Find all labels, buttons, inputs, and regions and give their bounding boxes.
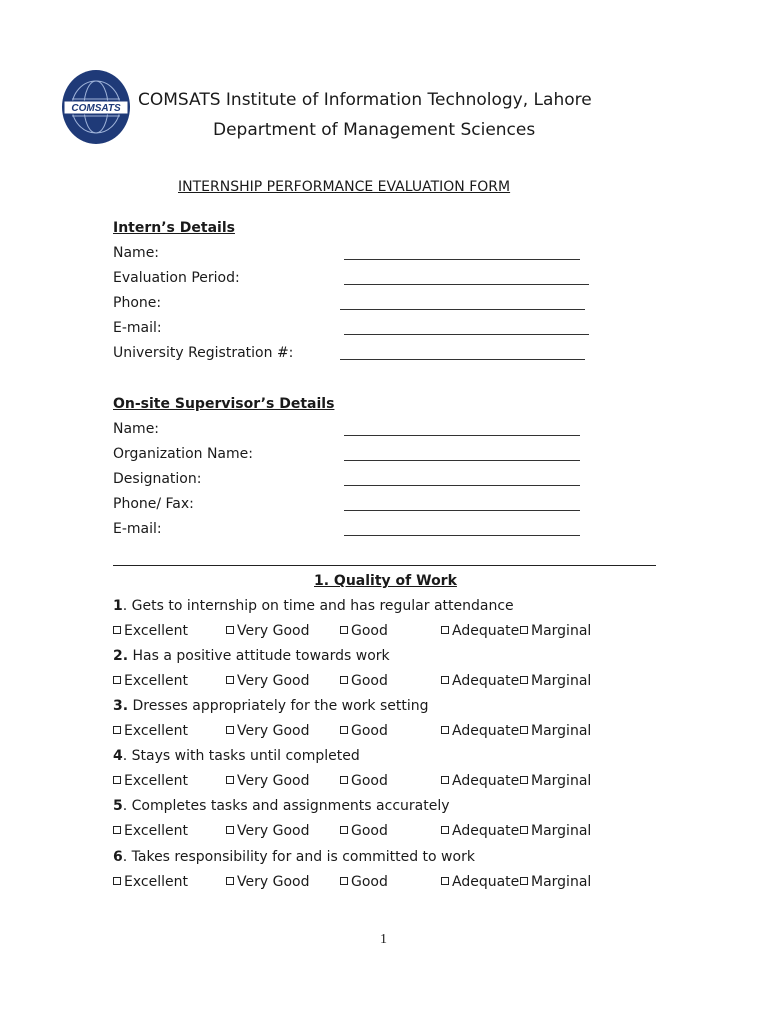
q4-option-adequate[interactable]: Adequate (441, 773, 519, 789)
q3-option-very-good[interactable]: Very Good (226, 723, 309, 739)
intern-name-label: Name: (113, 245, 160, 261)
supervisor-designation-field[interactable] (344, 485, 580, 486)
q6-option-good[interactable]: Good (340, 874, 388, 890)
supervisor-name-field[interactable] (344, 435, 580, 436)
intern-email-label: E-mail: (113, 320, 162, 336)
question-text: Has a positive attitude towards work (128, 648, 390, 664)
question-number: 4 (113, 748, 123, 764)
checkbox-icon[interactable] (520, 826, 528, 834)
q2-option-marginal[interactable]: Marginal (520, 673, 591, 689)
question-text: . Stays with tasks until completed (122, 748, 360, 764)
q1-option-marginal[interactable]: Marginal (520, 623, 591, 639)
intern-evaluation-period-field[interactable] (344, 284, 589, 285)
checkbox-icon[interactable] (113, 826, 121, 834)
question-3 (113, 698, 429, 714)
checkbox-icon[interactable] (441, 776, 449, 784)
question-2 (113, 648, 390, 664)
q1-option-excellent[interactable]: Excellent (113, 623, 188, 639)
checkbox-icon[interactable] (520, 877, 528, 885)
checkbox-icon[interactable] (226, 676, 234, 684)
q3-option-good[interactable]: Good (340, 723, 388, 739)
question-number: 1 (113, 598, 123, 614)
supervisor-details-heading: On-site Supervisor’s Details (113, 396, 335, 412)
comsats-logo (61, 69, 131, 145)
question-number: 5 (113, 798, 123, 814)
checkbox-icon[interactable] (441, 726, 449, 734)
checkbox-icon[interactable] (340, 726, 348, 734)
q4-option-excellent[interactable]: Excellent (113, 773, 188, 789)
q5-option-adequate[interactable]: Adequate (441, 823, 519, 839)
q2-option-excellent[interactable]: Excellent (113, 673, 188, 689)
checkbox-icon[interactable] (226, 776, 234, 784)
q4-option-marginal[interactable]: Marginal (520, 773, 591, 789)
supervisor-organization-label: Organization Name: (113, 446, 253, 462)
intern-registration-label: University Registration #: (113, 345, 294, 361)
checkbox-icon[interactable] (113, 726, 121, 734)
q3-option-marginal[interactable]: Marginal (520, 723, 591, 739)
intern-phone-field[interactable] (340, 309, 585, 310)
supervisor-email-field[interactable] (344, 535, 580, 536)
q5-option-good[interactable]: Good (340, 823, 388, 839)
checkbox-icon[interactable] (226, 877, 234, 885)
checkbox-icon[interactable] (520, 726, 528, 734)
checkbox-icon[interactable] (520, 626, 528, 634)
q2-option-very-good[interactable]: Very Good (226, 673, 309, 689)
question-number: 6 (113, 849, 123, 865)
q5-option-marginal[interactable]: Marginal (520, 823, 591, 839)
q5-option-very-good[interactable]: Very Good (226, 823, 309, 839)
department-name: Department of Management Sciences (213, 120, 536, 140)
supervisor-name-label: Name: (113, 421, 160, 437)
supervisor-organization-field[interactable] (344, 460, 580, 461)
intern-details-heading: Intern’s Details (113, 220, 235, 236)
q1-option-good[interactable]: Good (340, 623, 388, 639)
q4-option-good[interactable]: Good (340, 773, 388, 789)
q2-option-good[interactable]: Good (340, 673, 388, 689)
q6-option-very-good[interactable]: Very Good (226, 874, 309, 890)
checkbox-icon[interactable] (226, 726, 234, 734)
question-text: . Completes tasks and assignments accurately (122, 798, 450, 814)
q6-option-excellent[interactable]: Excellent (113, 874, 188, 890)
checkbox-icon[interactable] (113, 676, 121, 684)
q1-option-very-good[interactable]: Very Good (226, 623, 309, 639)
intern-evaluation-period-label: Evaluation Period: (113, 270, 240, 286)
question-text: Dresses appropriately for the work setting (128, 698, 429, 714)
checkbox-icon[interactable] (340, 676, 348, 684)
q5-option-excellent[interactable]: Excellent (113, 823, 188, 839)
question-4 (113, 748, 360, 764)
q2-option-adequate[interactable]: Adequate (441, 673, 519, 689)
checkbox-icon[interactable] (520, 776, 528, 784)
q3-option-excellent[interactable]: Excellent (113, 723, 188, 739)
question-6 (113, 849, 475, 865)
q3-option-adequate[interactable]: Adequate (441, 723, 519, 739)
q6-option-marginal[interactable]: Marginal (520, 874, 591, 890)
checkbox-icon[interactable] (340, 877, 348, 885)
question-number: 3. (113, 698, 129, 714)
question-text: . Gets to internship on time and has regular attendance (122, 598, 514, 614)
checkbox-icon[interactable] (441, 676, 449, 684)
institute-name: COMSATS Institute of Information Technology, Lahore (138, 90, 592, 110)
checkbox-icon[interactable] (340, 626, 348, 634)
supervisor-phone-field[interactable] (344, 510, 580, 511)
question-1 (113, 598, 514, 614)
intern-name-field[interactable] (344, 259, 580, 260)
q1-option-adequate[interactable]: Adequate (441, 623, 519, 639)
question-5 (113, 798, 450, 814)
checkbox-icon[interactable] (113, 626, 121, 634)
checkbox-icon[interactable] (113, 776, 121, 784)
checkbox-icon[interactable] (441, 626, 449, 634)
q4-option-very-good[interactable]: Very Good (226, 773, 309, 789)
section-divider (113, 565, 656, 566)
checkbox-icon[interactable] (226, 626, 234, 634)
checkbox-icon[interactable] (113, 877, 121, 885)
checkbox-icon[interactable] (226, 826, 234, 834)
supervisor-designation-label: Designation: (113, 471, 202, 487)
form-title: INTERNSHIP PERFORMANCE EVALUATION FORM (178, 179, 511, 195)
supervisor-email-label: E-mail: (113, 521, 162, 537)
intern-email-field[interactable] (344, 334, 589, 335)
q6-option-adequate[interactable]: Adequate (441, 874, 519, 890)
checkbox-icon[interactable] (441, 877, 449, 885)
checkbox-icon[interactable] (520, 676, 528, 684)
quality-of-work-heading: 1. Quality of Work (314, 573, 457, 589)
svg-text:COMSATS: COMSATS (71, 103, 121, 114)
intern-registration-field[interactable] (340, 359, 585, 360)
question-text: . Takes responsibility for and is committed to work (122, 849, 475, 865)
checkbox-icon[interactable] (441, 826, 449, 834)
page-number: 1 (380, 932, 387, 947)
checkbox-icon[interactable] (340, 776, 348, 784)
checkbox-icon[interactable] (340, 826, 348, 834)
intern-phone-label: Phone: (113, 295, 162, 311)
supervisor-phone-label: Phone/ Fax: (113, 496, 194, 512)
question-number: 2. (113, 648, 129, 664)
